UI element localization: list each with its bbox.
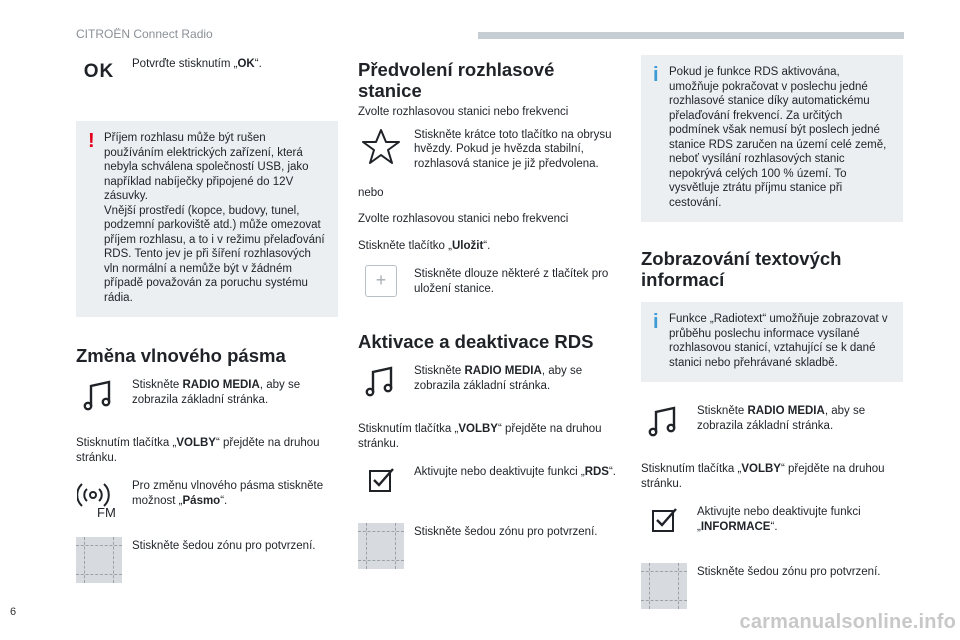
preset-paragraph-2: Zvolte rozhlasovou stanici nebo frekvenci xyxy=(358,213,569,225)
zone-step-text: Stiskněte šedou zónu pro potvrzení. xyxy=(132,540,316,552)
grey-zone-icon xyxy=(76,537,122,583)
plus-step xyxy=(358,265,620,311)
info-icon: i xyxy=(653,64,659,86)
heading-text-info: Zobrazování textových informací xyxy=(641,248,842,290)
radiotext-info-box xyxy=(641,302,903,382)
checkbox-icon xyxy=(641,503,687,549)
heading-preset: Předvolení rozhlasové stanice xyxy=(358,59,555,101)
band-step-text: Pro změnu vlnového pásma stiskněte možnost „Pásmo“. xyxy=(132,480,324,507)
ok-step xyxy=(76,55,338,107)
grey-zone-icon xyxy=(358,523,404,569)
svg-text:FM: FM xyxy=(97,505,116,520)
rds-radio-media-text: Stiskněte RADIO MEDIA, aby se zobrazila základní stránka. xyxy=(414,365,583,392)
watermark: carmanualsonline.info xyxy=(739,611,956,633)
info-zone-text: Stiskněte šedou zónu pro potvrzení. xyxy=(697,566,881,578)
heading-rds: Aktivace a deaktivace RDS xyxy=(358,331,594,352)
nebo-text: nebo xyxy=(358,186,384,199)
rds-zone-text: Stiskněte šedou zónu pro potvrzení. xyxy=(414,526,598,538)
rds-zone-step xyxy=(358,523,620,569)
column-2 xyxy=(358,55,620,583)
column-1 xyxy=(76,55,338,597)
save-paragraph: Stiskněte tlačítko „Uložit“. xyxy=(358,239,491,252)
info-volby-paragraph: Stisknutím tlačítka „VOLBY“ přejděte na druhou stránku. xyxy=(641,463,885,490)
rds-info-text: Pokud je funkce RDS aktivována, umožňuje pokračovat v poslechu jedné rozhlasové stanice díky automatickému přelaďování frekvencí. Za určitých podmínek však nemusí být poslech jedné stanice RDS zaručen na území celé země, neboť vysílání rozhlasových stanic nepokrývá celých 100 % území. To vysvětluje ztrátu příjmu stanice při cestování. xyxy=(669,66,887,209)
header-bar xyxy=(478,32,904,39)
info-radio-media-step xyxy=(641,402,903,448)
star-step-text: Stiskněte krátce toto tlačítko na obrysu hvězdy. Pokud je hvězda stabilní, rozhlasová stanice je již předvolena. xyxy=(414,128,612,170)
info-check-step xyxy=(641,503,903,549)
info-zone-step xyxy=(641,563,903,609)
page-number: 6 xyxy=(10,606,17,618)
star-step xyxy=(358,126,620,172)
rds-volby-paragraph: Stisknutím tlačítka „VOLBY“ přejděte na druhou stránku. xyxy=(358,423,602,450)
checkbox-icon xyxy=(358,463,404,509)
radio-media-step-text: Stiskněte RADIO MEDIA, aby se zobrazila základní stránka. xyxy=(132,379,301,406)
radio-fm-icon xyxy=(76,477,122,523)
preset-paragraph: Zvolte rozhlasovou stanici nebo frekvenci xyxy=(358,106,569,118)
music-note-icon xyxy=(641,402,687,448)
info-radio-media-text: Stiskněte RADIO MEDIA, aby se zobrazila základní stránka. xyxy=(697,405,866,432)
header-title: CITROËN Connect Radio xyxy=(76,27,213,41)
warning-text: Příjem rozhlasu může být rušen používáním elektrických zařízení, která nebyla schválena společností USB, jako například nabíječky připojené do 12V zásuvky. Vnější prostředí (kopce, budovy, tunel, podzemní parkoviště atd.) může omezovat příjem rozhlasu, a to i v režimu přelaďování RDS. Tento jev je při šíření rozhlasových vln normální a nemůže být v žádném případě považován za poruchu systému rádia. xyxy=(104,132,325,304)
zone-step xyxy=(76,537,338,583)
star-outline-icon xyxy=(358,126,404,172)
ok-step-text: Potvrďte stisknutím „OK“. xyxy=(132,58,262,70)
warning-box xyxy=(76,121,338,317)
plus-icon: + xyxy=(365,265,397,297)
radiotext-info-text: Funkce „Radiotext“ umožňuje zobrazovat v průběhu poslechu informace vysílané rozhlasovou stanicí, vztahující se k dané stanici nebo přehrávané skladbě. xyxy=(669,313,888,369)
rds-info-box xyxy=(641,55,903,222)
band-step xyxy=(76,477,338,523)
info-check-text: Aktivujte nebo deaktivujte funkci „INFORMACE“. xyxy=(697,506,861,533)
rds-radio-media-step xyxy=(358,362,620,408)
grey-zone-icon xyxy=(641,563,687,609)
heading-band: Změna vlnového pásma xyxy=(76,345,286,366)
ok-icon: OK xyxy=(83,61,115,82)
column-3 xyxy=(641,55,903,623)
info-icon: i xyxy=(653,311,659,333)
radio-media-step xyxy=(76,376,338,422)
plus-step-text: Stiskněte dlouze některé z tlačítek pro uložení stanice. xyxy=(414,268,609,295)
volby-paragraph: Stisknutím tlačítka „VOLBY“ přejděte na druhou stránku. xyxy=(76,437,320,464)
music-note-icon xyxy=(76,376,122,422)
rds-check-text: Aktivujte nebo deaktivujte funkci „RDS“. xyxy=(414,466,616,478)
warning-icon: ! xyxy=(88,130,95,152)
music-note-icon xyxy=(358,362,404,408)
rds-check-step xyxy=(358,463,620,509)
